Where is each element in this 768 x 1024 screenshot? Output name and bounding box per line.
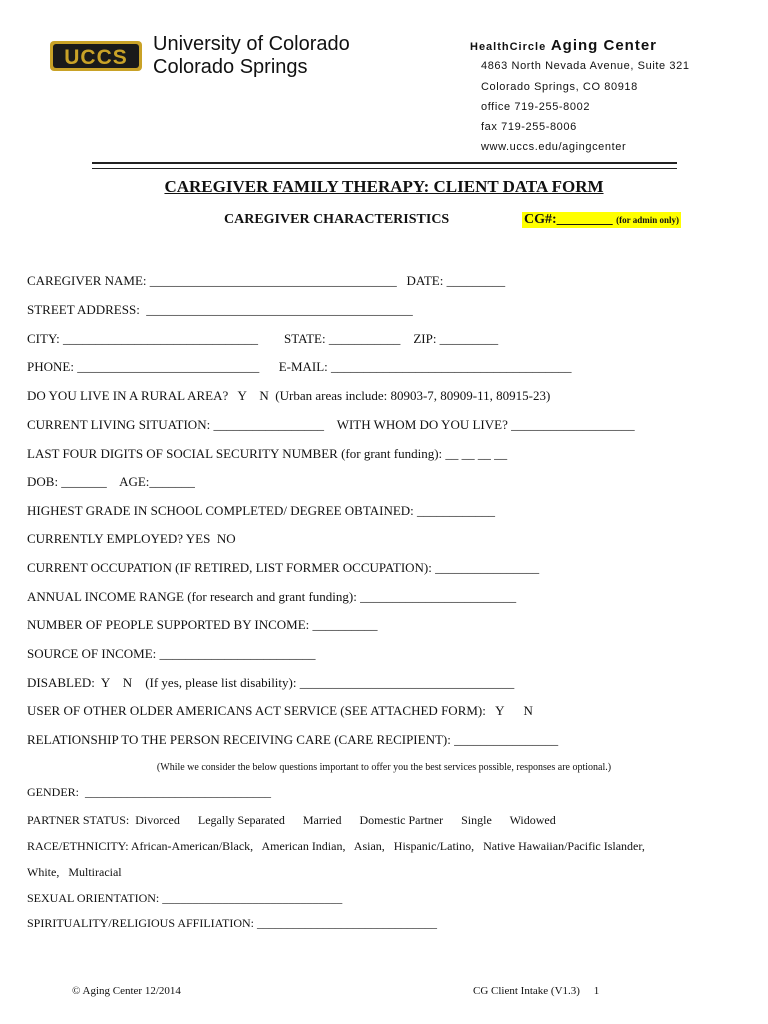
living-situation-field[interactable]: CURRENT LIVING SITUATION: _________________ WITH WHOM DO YOU LIVE? ___________________ xyxy=(27,417,635,432)
optional-note: (While we consider the below questions important to offer you the best services possible, responses are optional.) xyxy=(156,762,612,773)
cg-admin-note: (for admin only) xyxy=(616,215,680,225)
address-line: 4863 North Nevada Avenue, Suite 321 xyxy=(481,60,690,72)
fax-number: fax 719-255-8006 xyxy=(481,121,577,133)
ssn-last-four-field[interactable]: LAST FOUR DIGITS OF SOCIAL SECURITY NUMBER (for grant funding): __ __ __ __ xyxy=(27,446,508,461)
education-field[interactable]: HIGHEST GRADE IN SCHOOL COMPLETED/ DEGREE OBTAINED: ____________ xyxy=(27,503,496,518)
city-line: Colorado Springs, CO 80918 xyxy=(481,81,638,93)
race-ethnicity-field[interactable]: RACE/ETHNICITY: African-American/Black, American Indian, Asian, Hispanic/Latino, Native Hawaiian/Pacific Islander, xyxy=(27,839,645,853)
disabled-field[interactable]: DISABLED: Y N (If yes, please list disability): _________________________________ xyxy=(27,675,515,690)
occupation-field[interactable]: CURRENT OCCUPATION (IF RETIRED, LIST FORMER OCCUPATION): ________________ xyxy=(27,560,540,575)
rural-area-field[interactable]: DO YOU LIVE IN A RURAL AREA? Y N (Urban areas include: 80903-7, 80909-11, 80915-23) xyxy=(27,388,551,403)
cg-label: CG#:________ xyxy=(524,212,613,227)
relationship-field[interactable]: RELATIONSHIP TO THE PERSON RECEIVING CARE (CARE RECIPIENT): ________________ xyxy=(27,732,559,747)
logo-text: UCCS xyxy=(64,46,128,69)
page-number: 1 xyxy=(593,985,600,997)
section-subtitle: CAREGIVER CHARACTERISTICS xyxy=(224,212,450,227)
center-prefix: HealthCircle xyxy=(470,41,547,53)
race-ethnicity-field-cont[interactable]: White, Multiracial xyxy=(27,865,122,879)
office-phone: office 719-255-8002 xyxy=(481,101,591,113)
center-title xyxy=(470,37,657,55)
header-divider-thick xyxy=(92,162,677,164)
center-name: Aging Center xyxy=(550,37,657,54)
income-source-field[interactable]: SOURCE OF INCOME: ________________________ xyxy=(27,646,316,661)
sexual-orientation-field[interactable]: SEXUAL ORIENTATION: ______________________________ xyxy=(27,891,343,905)
uccs-logo xyxy=(50,41,142,71)
university-name-line1: University of Colorado xyxy=(153,33,350,55)
cg-number-field[interactable] xyxy=(522,212,681,228)
employment-field[interactable]: CURRENTLY EMPLOYED? YES NO xyxy=(27,531,236,546)
street-address-field[interactable]: STREET ADDRESS: _________________________________________ xyxy=(27,302,413,317)
people-supported-field[interactable]: NUMBER OF PEOPLE SUPPORTED BY INCOME: __________ xyxy=(27,617,378,632)
income-range-field[interactable]: ANNUAL INCOME RANGE (for research and grant funding): ________________________ xyxy=(27,589,517,604)
footer-doc-name: CG Client Intake (V1.3) xyxy=(473,985,580,997)
gender-field[interactable]: GENDER: _______________________________ xyxy=(27,785,271,799)
footer-version xyxy=(473,985,599,997)
dob-age-field[interactable]: DOB: _______ AGE:_______ xyxy=(27,474,195,489)
website: www.uccs.edu/agingcenter xyxy=(481,141,627,153)
header-divider-thin xyxy=(92,168,677,169)
phone-email-field[interactable]: PHONE: ____________________________ E-MAIL: _____________________________________ xyxy=(27,359,572,374)
spirituality-field[interactable]: SPIRITUALITY/RELIGIOUS AFFILIATION: ______________________________ xyxy=(27,916,437,930)
university-name-line2: Colorado Springs xyxy=(153,56,308,78)
city-state-zip-field[interactable]: CITY: ______________________________ STATE: ___________ ZIP: _________ xyxy=(27,331,499,346)
footer-copyright: © Aging Center 12/2014 xyxy=(72,985,181,997)
form-title: CAREGIVER FAMILY THERAPY: CLIENT DATA FORM xyxy=(164,177,604,196)
oaa-service-field[interactable]: USER OF OTHER OLDER AMERICANS ACT SERVICE (SEE ATTACHED FORM): Y N xyxy=(27,703,533,718)
partner-status-field[interactable]: PARTNER STATUS: Divorced Legally Separated Married Domestic Partner Single Widowed xyxy=(27,813,556,827)
caregiver-name-field[interactable]: CAREGIVER NAME: ______________________________________ DATE: _________ xyxy=(27,273,506,288)
